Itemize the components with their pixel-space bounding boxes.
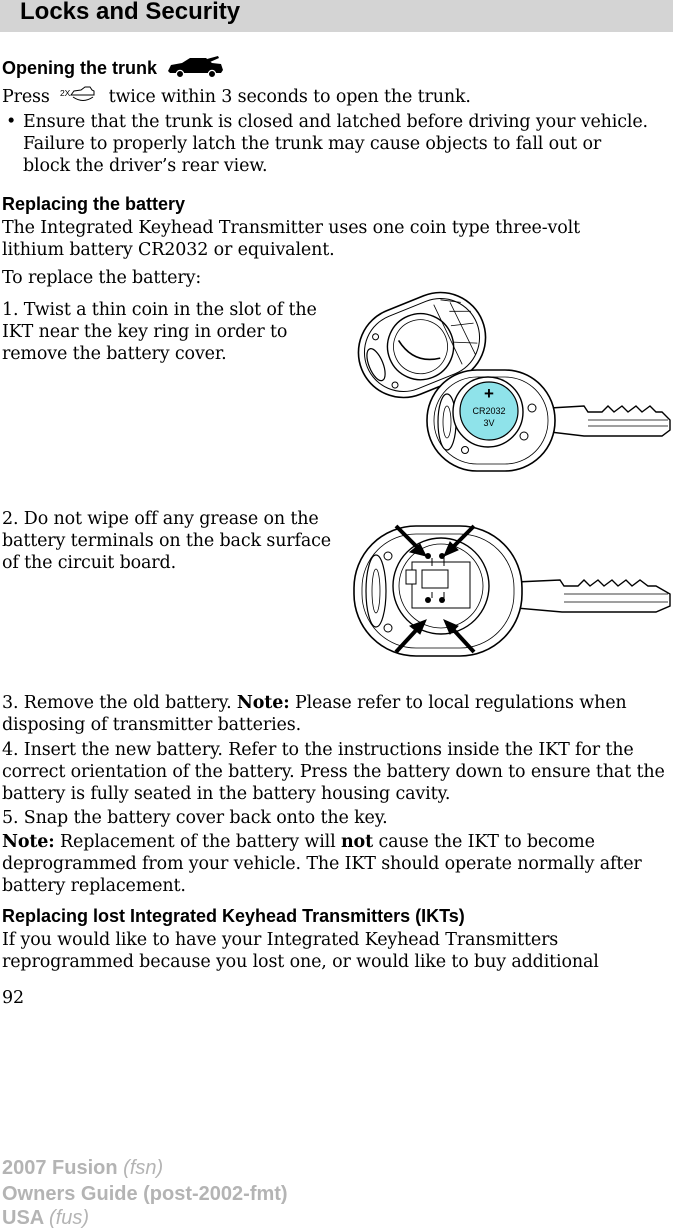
step-3-note: Please refer to local regulations when disposing of transmitter batteries.: [2, 693, 627, 735]
step-3-note-label: Note:: [236, 693, 290, 713]
trunk-heading: [2, 56, 224, 79]
battery-plus-label: +: [484, 384, 494, 403]
bullet-icon: •: [6, 112, 17, 132]
battery-step-4: 4. Insert the new battery. Refer to the instructions inside the IKT for the correct orientation of the battery. Press the battery down to ensure that the battery is fully seated in the battery housing cavity.: [2, 740, 665, 804]
page-title: Locks and Security: [20, 0, 241, 25]
trunk-heading-text: Opening the trunk: [2, 58, 157, 78]
lost-ikt-text: If you would like to have your Integrated Keyhead Transmitters reprogrammed because you lost one, or would like to buy additional: [2, 930, 599, 972]
battery-intro: The Integrated Keyhead Transmitter uses one coin type three-volt lithium battery CR2032 or equivalent.: [2, 218, 580, 260]
trunk-instruction: [2, 85, 471, 109]
battery-note: [2, 832, 671, 897]
trunk-bullet: [2, 112, 652, 177]
battery-model-label: CR2032: [472, 406, 506, 416]
lost-ikt-heading: Replacing lost Integrated Keyhead Transmitters (IKTs): [2, 906, 465, 926]
footer-line-2: Owners Guide (post-2002-fmt): [2, 1183, 288, 1205]
key-blade: [516, 580, 670, 612]
remote-button-label: 2X: [60, 88, 71, 98]
step-3-text: 3. Remove the old battery.: [2, 693, 232, 713]
battery-voltage-label: 3V: [483, 418, 495, 428]
footer-model: 2007 Fusion: [2, 1157, 118, 1179]
battery-cover-figure: [352, 280, 672, 475]
key-blade: [550, 406, 670, 436]
header-bar: [0, 0, 673, 32]
battery-step-5: 5. Snap the battery cover back onto the key.: [2, 808, 388, 828]
footer-line-3: [2, 1206, 89, 1230]
footer-line-1: [2, 1156, 163, 1180]
battery-to-replace: To replace the battery:: [2, 268, 202, 288]
circuit-board-figure: [352, 518, 672, 663]
trunk-press-rest: twice within 3 seconds to open the trunk.: [108, 87, 471, 107]
car-trunk-icon: [166, 56, 224, 78]
note-post: cause the IKT to become deprogrammed from your vehicle. The IKT should operate normally after battery replacement.: [2, 832, 642, 896]
trunk-bullet-text: Ensure that the trunk is closed and latched before driving your vehicle. Failure to properly latch the trunk may cause objects to fall out or block the driver’s rear view.: [23, 112, 648, 176]
battery-step-2: 2. Do not wipe off any grease on the battery terminals on the back surface of the circuit board.: [2, 509, 331, 573]
trunk-release-button-icon: [59, 85, 99, 105]
note-bold: not: [340, 832, 374, 852]
footer-market-code: (fus): [49, 1207, 90, 1229]
coin-battery: [460, 382, 518, 440]
battery-step-1: 1. Twist a thin coin in the slot of the IKT near the key ring in order to remove the battery cover.: [2, 300, 317, 364]
page-number: 92: [2, 988, 24, 1008]
trunk-press-word: Press: [2, 87, 50, 107]
battery-heading: Replacing the battery: [2, 194, 186, 214]
note-label: Note:: [2, 832, 55, 852]
note-pre: Replacement of the battery will: [60, 832, 336, 852]
footer-model-code: (fsn): [123, 1157, 164, 1179]
footer-market: USA: [2, 1207, 44, 1229]
battery-step-3: [2, 693, 667, 737]
